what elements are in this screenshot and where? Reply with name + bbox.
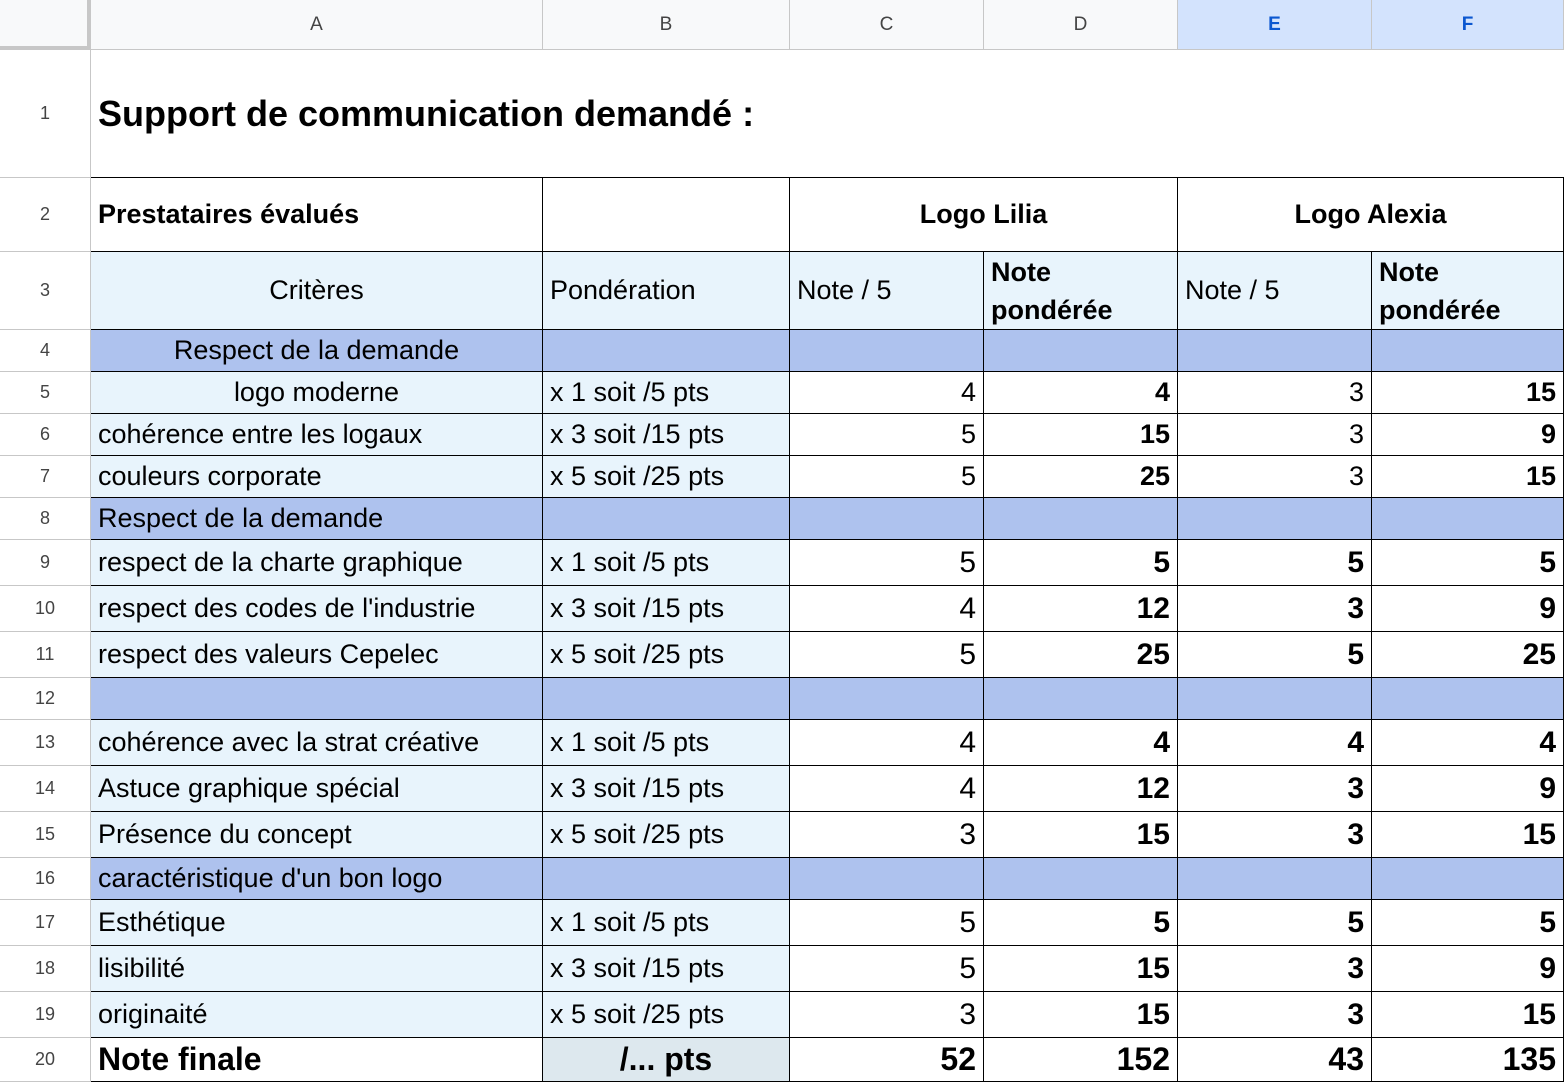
final-lilia-score[interactable]: 52 bbox=[790, 1038, 984, 1082]
weighting-cell[interactable]: x 3 soit /15 pts bbox=[543, 414, 790, 456]
page-title[interactable]: Support de communication demandé : bbox=[91, 50, 1564, 178]
criterion-label[interactable]: Esthétique bbox=[91, 900, 543, 946]
weighting-cell[interactable]: x 3 soit /15 pts bbox=[543, 946, 790, 992]
weighting-cell[interactable]: x 1 soit /5 pts bbox=[543, 900, 790, 946]
row-header-14[interactable]: 14 bbox=[0, 766, 91, 812]
row-header-17[interactable]: 17 bbox=[0, 900, 91, 946]
alexia-score[interactable]: 3 bbox=[1178, 456, 1372, 498]
lilia-score[interactable]: 3 bbox=[790, 812, 984, 858]
criterion-label[interactable]: cohérence entre les logaux bbox=[91, 414, 543, 456]
weighting-cell[interactable]: x 1 soit /5 pts bbox=[543, 720, 790, 766]
select-all-corner[interactable] bbox=[0, 0, 91, 50]
section-fill[interactable] bbox=[1372, 858, 1564, 900]
row-header-13[interactable]: 13 bbox=[0, 720, 91, 766]
row-header-4[interactable]: 4 bbox=[0, 330, 91, 372]
weighting-cell[interactable]: x 3 soit /15 pts bbox=[543, 766, 790, 812]
row-header-19[interactable]: 19 bbox=[0, 992, 91, 1038]
alexia-weighted-score[interactable]: 25 bbox=[1372, 632, 1564, 678]
section-fill[interactable] bbox=[1178, 498, 1372, 540]
final-weighting[interactable]: /... pts bbox=[543, 1038, 790, 1082]
criterion-label[interactable]: couleurs corporate bbox=[91, 456, 543, 498]
lilia-weighted-score[interactable]: 15 bbox=[984, 812, 1178, 858]
row-header-16[interactable]: 16 bbox=[0, 858, 91, 900]
alexia-score[interactable]: 3 bbox=[1178, 372, 1372, 414]
section-fill[interactable] bbox=[984, 498, 1178, 540]
row-header-10[interactable]: 10 bbox=[0, 586, 91, 632]
alexia-weighted-score[interactable]: 15 bbox=[1372, 372, 1564, 414]
lilia-score[interactable]: 4 bbox=[790, 766, 984, 812]
lilia-score[interactable]: 3 bbox=[790, 992, 984, 1038]
column-header-a[interactable]: A bbox=[91, 0, 543, 50]
section-label[interactable]: caractéristique d'un bon logo bbox=[91, 858, 543, 900]
alexia-weighted-score[interactable]: 9 bbox=[1372, 414, 1564, 456]
row-header-8[interactable]: 8 bbox=[0, 498, 91, 540]
alexia-weighted-score[interactable]: 9 bbox=[1372, 586, 1564, 632]
alexia-weighted-score[interactable]: 4 bbox=[1372, 720, 1564, 766]
section-label[interactable]: Respect de la demande bbox=[91, 330, 543, 372]
section-fill[interactable] bbox=[543, 498, 790, 540]
logo-lilia-header[interactable]: Logo Lilia bbox=[790, 178, 1178, 252]
lilia-weighted-score[interactable]: 25 bbox=[984, 632, 1178, 678]
row-header-12[interactable]: 12 bbox=[0, 678, 91, 720]
row-header-18[interactable]: 18 bbox=[0, 946, 91, 992]
section-fill[interactable] bbox=[984, 678, 1178, 720]
alexia-score[interactable]: 3 bbox=[1178, 946, 1372, 992]
note5-alexia-header[interactable]: Note / 5 bbox=[1178, 252, 1372, 330]
note-ponderee-alexia-header[interactable]: Note pondérée bbox=[1372, 252, 1564, 330]
section-fill[interactable] bbox=[1178, 858, 1372, 900]
column-header-d[interactable]: D bbox=[984, 0, 1178, 50]
weighting-cell[interactable]: x 3 soit /15 pts bbox=[543, 586, 790, 632]
row-header-3[interactable]: 3 bbox=[0, 252, 91, 330]
section-label[interactable] bbox=[91, 678, 543, 720]
final-lilia-weighted[interactable]: 152 bbox=[984, 1038, 1178, 1082]
final-alexia-score[interactable]: 43 bbox=[1178, 1038, 1372, 1082]
lilia-score[interactable]: 4 bbox=[790, 372, 984, 414]
row-header-5[interactable]: 5 bbox=[0, 372, 91, 414]
alexia-weighted-score[interactable]: 15 bbox=[1372, 456, 1564, 498]
section-fill[interactable] bbox=[1372, 498, 1564, 540]
lilia-score[interactable]: 5 bbox=[790, 540, 984, 586]
section-label[interactable]: Respect de la demande bbox=[91, 498, 543, 540]
final-label[interactable]: Note finale bbox=[91, 1038, 543, 1082]
row-header-2[interactable]: 2 bbox=[0, 178, 91, 252]
weighting-cell[interactable]: x 5 soit /25 pts bbox=[543, 812, 790, 858]
section-fill[interactable] bbox=[1178, 330, 1372, 372]
column-header-f[interactable]: F bbox=[1372, 0, 1564, 50]
row-header-20[interactable]: 20 bbox=[0, 1038, 91, 1082]
section-fill[interactable] bbox=[790, 678, 984, 720]
alexia-weighted-score[interactable]: 5 bbox=[1372, 900, 1564, 946]
criterion-label[interactable]: logo moderne bbox=[91, 372, 543, 414]
section-fill[interactable] bbox=[790, 498, 984, 540]
criterion-label[interactable]: originaité bbox=[91, 992, 543, 1038]
lilia-weighted-score[interactable]: 4 bbox=[984, 720, 1178, 766]
column-header-b[interactable]: B bbox=[543, 0, 790, 50]
final-alexia-weighted[interactable]: 135 bbox=[1372, 1038, 1564, 1082]
ponderation-header[interactable]: Pondération bbox=[543, 252, 790, 330]
weighting-cell[interactable]: x 1 soit /5 pts bbox=[543, 540, 790, 586]
row-header-9[interactable]: 9 bbox=[0, 540, 91, 586]
prestataires-label[interactable]: Prestataires évalués bbox=[91, 178, 543, 252]
section-fill[interactable] bbox=[543, 858, 790, 900]
section-fill[interactable] bbox=[1372, 678, 1564, 720]
criterion-label[interactable]: Astuce graphique spécial bbox=[91, 766, 543, 812]
column-header-c[interactable]: C bbox=[790, 0, 984, 50]
alexia-score[interactable]: 3 bbox=[1178, 812, 1372, 858]
weighting-cell[interactable]: x 5 soit /25 pts bbox=[543, 456, 790, 498]
lilia-weighted-score[interactable]: 15 bbox=[984, 946, 1178, 992]
weighting-cell[interactable]: x 5 soit /25 pts bbox=[543, 632, 790, 678]
section-fill[interactable] bbox=[1178, 678, 1372, 720]
weighting-cell[interactable]: x 1 soit /5 pts bbox=[543, 372, 790, 414]
row-header-11[interactable]: 11 bbox=[0, 632, 91, 678]
section-fill[interactable] bbox=[790, 330, 984, 372]
alexia-weighted-score[interactable]: 9 bbox=[1372, 766, 1564, 812]
alexia-score[interactable]: 3 bbox=[1178, 766, 1372, 812]
criterion-label[interactable]: cohérence avec la strat créative bbox=[91, 720, 543, 766]
alexia-weighted-score[interactable]: 9 bbox=[1372, 946, 1564, 992]
alexia-score[interactable]: 3 bbox=[1178, 414, 1372, 456]
lilia-weighted-score[interactable]: 25 bbox=[984, 456, 1178, 498]
note5-lilia-header[interactable]: Note / 5 bbox=[790, 252, 984, 330]
lilia-score[interactable]: 5 bbox=[790, 414, 984, 456]
criteres-header[interactable]: Critères bbox=[91, 252, 543, 330]
criterion-label[interactable]: lisibilité bbox=[91, 946, 543, 992]
lilia-weighted-score[interactable]: 4 bbox=[984, 372, 1178, 414]
alexia-score[interactable]: 5 bbox=[1178, 540, 1372, 586]
logo-alexia-header[interactable]: Logo Alexia bbox=[1178, 178, 1564, 252]
criterion-label[interactable]: respect des valeurs Cepelec bbox=[91, 632, 543, 678]
lilia-weighted-score[interactable]: 12 bbox=[984, 766, 1178, 812]
lilia-weighted-score[interactable]: 12 bbox=[984, 586, 1178, 632]
section-fill[interactable] bbox=[543, 678, 790, 720]
alexia-weighted-score[interactable]: 15 bbox=[1372, 812, 1564, 858]
lilia-score[interactable]: 4 bbox=[790, 720, 984, 766]
alexia-weighted-score[interactable]: 15 bbox=[1372, 992, 1564, 1038]
section-fill[interactable] bbox=[790, 858, 984, 900]
alexia-score[interactable]: 5 bbox=[1178, 900, 1372, 946]
lilia-score[interactable]: 5 bbox=[790, 632, 984, 678]
alexia-score[interactable]: 4 bbox=[1178, 720, 1372, 766]
lilia-weighted-score[interactable]: 5 bbox=[984, 900, 1178, 946]
row-header-1[interactable]: 1 bbox=[0, 50, 91, 178]
alexia-weighted-score[interactable]: 5 bbox=[1372, 540, 1564, 586]
lilia-weighted-score[interactable]: 5 bbox=[984, 540, 1178, 586]
note-ponderee-lilia-header[interactable]: Note pondérée bbox=[984, 252, 1178, 330]
section-fill[interactable] bbox=[543, 330, 790, 372]
row-header-6[interactable]: 6 bbox=[0, 414, 91, 456]
lilia-score[interactable]: 5 bbox=[790, 900, 984, 946]
criterion-label[interactable]: respect des codes de l'industrie bbox=[91, 586, 543, 632]
criterion-label[interactable]: respect de la charte graphique bbox=[91, 540, 543, 586]
row-header-15[interactable]: 15 bbox=[0, 812, 91, 858]
ponderation-blank[interactable] bbox=[543, 178, 790, 252]
lilia-score[interactable]: 4 bbox=[790, 586, 984, 632]
section-fill[interactable] bbox=[984, 858, 1178, 900]
lilia-weighted-score[interactable]: 15 bbox=[984, 992, 1178, 1038]
lilia-score[interactable]: 5 bbox=[790, 456, 984, 498]
alexia-score[interactable]: 5 bbox=[1178, 632, 1372, 678]
weighting-cell[interactable]: x 5 soit /25 pts bbox=[543, 992, 790, 1038]
row-header-7[interactable]: 7 bbox=[0, 456, 91, 498]
section-fill[interactable] bbox=[984, 330, 1178, 372]
alexia-score[interactable]: 3 bbox=[1178, 586, 1372, 632]
section-fill[interactable] bbox=[1372, 330, 1564, 372]
column-header-e[interactable]: E bbox=[1178, 0, 1372, 50]
lilia-score[interactable]: 5 bbox=[790, 946, 984, 992]
lilia-weighted-score[interactable]: 15 bbox=[984, 414, 1178, 456]
criterion-label[interactable]: Présence du concept bbox=[91, 812, 543, 858]
alexia-score[interactable]: 3 bbox=[1178, 992, 1372, 1038]
